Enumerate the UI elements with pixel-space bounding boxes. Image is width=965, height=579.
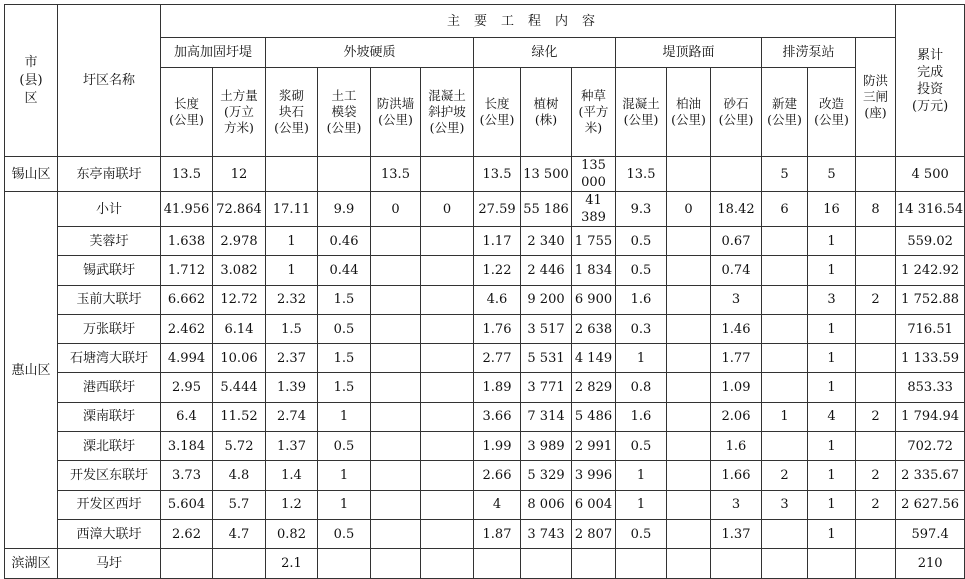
value-cell: 0.74 [711,256,762,285]
value-cell [371,402,421,431]
value-cell [318,549,371,578]
value-cell [421,519,474,548]
value-cell: 1.87 [474,519,521,548]
value-cell: 2.1 [266,549,318,578]
polder-name-cell: 开发区西圩 [58,490,161,519]
value-cell: 4 500 [896,157,965,192]
header-group-gate: 防洪 三闸 (座) [856,38,896,157]
value-cell: 41 389 [572,192,616,227]
value-cell [856,432,896,461]
value-cell: 16 [808,192,856,227]
value-cell [856,314,896,343]
polder-name-cell: 开发区东联圩 [58,461,161,490]
table-row [5,461,965,490]
value-cell [474,549,521,578]
value-cell: 9.9 [318,192,371,227]
value-cell: 1.89 [474,373,521,402]
value-cell: 5.7 [213,490,266,519]
value-cell [856,344,896,373]
value-cell [371,285,421,314]
engineering-table [4,4,965,579]
polder-name-cell: 马圩 [58,549,161,578]
value-cell [667,519,711,548]
value-cell: 1.4 [266,461,318,490]
value-cell: 1 [808,461,856,490]
value-cell [856,256,896,285]
city-cell: 滨湖区 [5,549,58,578]
value-cell: 8 [856,192,896,227]
value-cell: 3 771 [521,373,572,402]
value-cell: 2 [856,461,896,490]
value-cell: 4.8 [213,461,266,490]
value-cell [667,490,711,519]
value-cell: 1 133.59 [896,344,965,373]
value-cell: 1.46 [711,314,762,343]
value-cell [667,373,711,402]
value-cell: 13.5 [161,157,213,192]
table-row [5,373,965,402]
polder-name-cell: 石塘湾大联圩 [58,344,161,373]
value-cell: 2 [856,285,896,314]
value-cell: 0.5 [318,519,371,548]
value-cell: 1 [808,373,856,402]
value-cell [711,549,762,578]
value-cell: 0.5 [318,314,371,343]
table-row [5,256,965,285]
value-cell: 0.3 [616,314,667,343]
value-cell: 6 [762,192,808,227]
header-group-pump: 排涝泵站 [762,38,856,68]
value-cell: 1 755 [572,227,616,256]
value-cell [808,549,856,578]
value-cell [667,227,711,256]
value-cell [762,344,808,373]
city-cell: 惠山区 [5,192,58,549]
table-row [5,432,965,461]
col-header-road-concrete: 混凝土 (公里) [616,68,667,157]
value-cell: 5 531 [521,344,572,373]
polder-name-cell: 小计 [58,192,161,227]
value-cell: 1 [318,490,371,519]
value-cell: 3.082 [213,256,266,285]
table-row [5,344,965,373]
value-cell: 3.73 [161,461,213,490]
table-row [5,192,965,227]
value-cell: 2.66 [474,461,521,490]
value-cell [371,432,421,461]
value-cell: 2 807 [572,519,616,548]
value-cell: 0 [667,192,711,227]
value-cell [762,227,808,256]
value-cell: 1.712 [161,256,213,285]
value-cell: 1.5 [318,344,371,373]
value-cell: 0.67 [711,227,762,256]
table-row [5,549,965,578]
value-cell: 13.5 [616,157,667,192]
col-header-stone: 浆砌 块石 (公里) [266,68,318,157]
col-header-bag: 土工 模袋 (公里) [318,68,371,157]
col-header-grass: 种草 (平方 米) [572,68,616,157]
value-cell [762,373,808,402]
value-cell [371,461,421,490]
value-cell [421,402,474,431]
value-cell: 0 [421,192,474,227]
value-cell: 2 991 [572,432,616,461]
value-cell: 3 996 [572,461,616,490]
value-cell: 702.72 [896,432,965,461]
value-cell [667,285,711,314]
value-cell: 1.5 [318,373,371,402]
value-cell: 3.66 [474,402,521,431]
value-cell: 1.76 [474,314,521,343]
value-cell: 0.5 [616,432,667,461]
value-cell: 10.06 [213,344,266,373]
value-cell [856,227,896,256]
value-cell: 6.14 [213,314,266,343]
value-cell: 4 [474,490,521,519]
value-cell: 1 [808,344,856,373]
value-cell: 13 500 [521,157,572,192]
value-cell [213,549,266,578]
value-cell: 853.33 [896,373,965,402]
value-cell [421,256,474,285]
value-cell [762,519,808,548]
header-polder-name: 圩区名称 [58,5,161,157]
value-cell: 1.77 [711,344,762,373]
value-cell: 1 752.88 [896,285,965,314]
value-cell [762,549,808,578]
value-cell: 1 [808,490,856,519]
value-cell: 72.864 [213,192,266,227]
value-cell [667,314,711,343]
col-header-length2: 长度 (公里) [474,68,521,157]
value-cell: 716.51 [896,314,965,343]
value-cell: 1 [318,461,371,490]
value-cell: 1 834 [572,256,616,285]
value-cell: 1 794.94 [896,402,965,431]
polder-name-cell: 芙蓉圩 [58,227,161,256]
value-cell: 1 [808,227,856,256]
value-cell: 5.72 [213,432,266,461]
value-cell [421,227,474,256]
value-cell: 3 [762,490,808,519]
value-cell [667,157,711,192]
value-cell: 1.2 [266,490,318,519]
table-row [5,519,965,548]
col-header-asphalt: 柏油 (公里) [667,68,711,157]
value-cell: 9.3 [616,192,667,227]
value-cell: 3 989 [521,432,572,461]
value-cell: 0.5 [616,256,667,285]
value-cell: 1.22 [474,256,521,285]
value-cell: 1.638 [161,227,213,256]
value-cell: 5 486 [572,402,616,431]
value-cell: 1 [616,344,667,373]
polder-name-cell: 溧北联圩 [58,432,161,461]
value-cell: 2.62 [161,519,213,548]
value-cell: 1 [808,432,856,461]
value-cell: 1 [266,227,318,256]
table-row [5,490,965,519]
value-cell: 1 [808,256,856,285]
value-cell [856,157,896,192]
city-cell: 锡山区 [5,157,58,192]
value-cell: 6.4 [161,402,213,431]
col-header-earth: 土方量 (万立 方米) [213,68,266,157]
polder-name-cell: 锡武联圩 [58,256,161,285]
value-cell [421,344,474,373]
value-cell: 2 [856,490,896,519]
value-cell: 1.6 [711,432,762,461]
value-cell: 0.5 [616,519,667,548]
value-cell: 1 [762,402,808,431]
header-group-reinforce: 加高加固圩堤 [161,38,266,68]
value-cell: 3 [808,285,856,314]
value-cell [521,549,572,578]
value-cell: 1 [808,314,856,343]
value-cell [318,157,371,192]
value-cell [667,256,711,285]
value-cell [711,157,762,192]
value-cell: 1 [808,519,856,548]
value-cell: 0.5 [318,432,371,461]
col-header-gravel: 砂石 (公里) [711,68,762,157]
value-cell: 210 [896,549,965,578]
value-cell [421,461,474,490]
header-group-slope: 外坡硬质 [266,38,474,68]
value-cell [421,549,474,578]
value-cell: 1.37 [711,519,762,548]
value-cell: 4.6 [474,285,521,314]
value-cell: 1.6 [616,402,667,431]
value-cell: 2 [762,461,808,490]
value-cell: 1 242.92 [896,256,965,285]
value-cell [371,256,421,285]
value-cell: 559.02 [896,227,965,256]
value-cell [762,314,808,343]
value-cell: 6 900 [572,285,616,314]
value-cell [266,157,318,192]
value-cell: 2 [856,402,896,431]
value-cell: 2 335.67 [896,461,965,490]
value-cell: 12 [213,157,266,192]
value-cell: 2.978 [213,227,266,256]
value-cell: 1.6 [616,285,667,314]
value-cell [421,432,474,461]
value-cell: 3 [711,285,762,314]
value-cell: 1.39 [266,373,318,402]
polder-name-cell: 玉前大联圩 [58,285,161,314]
value-cell: 3 743 [521,519,572,548]
value-cell: 4.994 [161,344,213,373]
value-cell: 6 004 [572,490,616,519]
value-cell: 5.444 [213,373,266,402]
value-cell: 5 [808,157,856,192]
value-cell: 2 638 [572,314,616,343]
value-cell: 5.604 [161,490,213,519]
value-cell: 2 446 [521,256,572,285]
value-cell [667,549,711,578]
value-cell [371,490,421,519]
value-cell [667,402,711,431]
value-cell: 2 829 [572,373,616,402]
value-cell: 2.95 [161,373,213,402]
value-cell: 1 [266,256,318,285]
value-cell: 135 000 [572,157,616,192]
value-cell: 2.32 [266,285,318,314]
polder-name-cell: 港西联圩 [58,373,161,402]
value-cell: 1.5 [266,314,318,343]
polder-name-cell: 溧南联圩 [58,402,161,431]
value-cell: 1.09 [711,373,762,402]
value-cell: 1.17 [474,227,521,256]
value-cell: 3.184 [161,432,213,461]
col-header-length1: 长度 (公里) [161,68,213,157]
table-row [5,285,965,314]
value-cell [421,373,474,402]
value-cell: 1.99 [474,432,521,461]
table-row [5,402,965,431]
polder-name-cell: 西漳大联圩 [58,519,161,548]
value-cell: 7 314 [521,402,572,431]
value-cell [762,256,808,285]
value-cell: 0.8 [616,373,667,402]
header-main-works: 主要工程内容 [161,5,896,38]
value-cell [762,432,808,461]
value-cell [371,373,421,402]
value-cell: 2.06 [711,402,762,431]
value-cell [667,432,711,461]
col-header-new: 新建 (公里) [762,68,808,157]
header-city: 市 (县) 区 [5,5,58,157]
value-cell [762,285,808,314]
value-cell [421,285,474,314]
value-cell: 4.7 [213,519,266,548]
value-cell [856,373,896,402]
value-cell: 2.462 [161,314,213,343]
value-cell: 4 149 [572,344,616,373]
value-cell: 3 517 [521,314,572,343]
value-cell: 4 [808,402,856,431]
value-cell: 6.662 [161,285,213,314]
value-cell [856,519,896,548]
value-cell: 0.46 [318,227,371,256]
value-cell: 597.4 [896,519,965,548]
value-cell: 17.11 [266,192,318,227]
value-cell [667,461,711,490]
value-cell: 2.37 [266,344,318,373]
value-cell: 2.77 [474,344,521,373]
table-row [5,157,965,192]
value-cell: 5 [762,157,808,192]
table-row [5,314,965,343]
value-cell: 11.52 [213,402,266,431]
header-group-green: 绿化 [474,38,616,68]
value-cell: 1.5 [318,285,371,314]
value-cell [371,227,421,256]
value-cell: 14 316.54 [896,192,965,227]
value-cell [371,549,421,578]
value-cell: 12.72 [213,285,266,314]
value-cell: 0.82 [266,519,318,548]
value-cell [421,314,474,343]
value-cell: 2 340 [521,227,572,256]
value-cell: 27.59 [474,192,521,227]
polder-name-cell: 东亭南联圩 [58,157,161,192]
col-header-concrete-slope: 混凝土 斜护坡 (公里) [421,68,474,157]
table-row [5,227,965,256]
value-cell [371,344,421,373]
value-cell: 0.44 [318,256,371,285]
value-cell: 55 186 [521,192,572,227]
value-cell [161,549,213,578]
value-cell [421,490,474,519]
col-header-rebuild: 改造 (公里) [808,68,856,157]
value-cell: 1 [616,461,667,490]
value-cell [572,549,616,578]
value-cell: 2 627.56 [896,490,965,519]
value-cell: 2.74 [266,402,318,431]
col-header-trees: 植树 (株) [521,68,572,157]
polder-name-cell: 万张联圩 [58,314,161,343]
value-cell [371,314,421,343]
value-cell: 0 [371,192,421,227]
value-cell: 9 200 [521,285,572,314]
value-cell [421,157,474,192]
value-cell: 1 [616,490,667,519]
value-cell: 18.42 [711,192,762,227]
value-cell: 13.5 [371,157,421,192]
header-cumulative-investment: 累计 完成 投资 (万元) [896,5,965,157]
value-cell: 41.956 [161,192,213,227]
value-cell: 1.37 [266,432,318,461]
value-cell: 5 329 [521,461,572,490]
value-cell: 13.5 [474,157,521,192]
value-cell [371,519,421,548]
value-cell [667,344,711,373]
value-cell: 0.5 [616,227,667,256]
header-group-road: 堤顶路面 [616,38,762,68]
value-cell [856,549,896,578]
value-cell: 1 [318,402,371,431]
col-header-wall: 防洪墙 (公里) [371,68,421,157]
value-cell: 3 [711,490,762,519]
value-cell [616,549,667,578]
value-cell: 1.66 [711,461,762,490]
value-cell: 8 006 [521,490,572,519]
